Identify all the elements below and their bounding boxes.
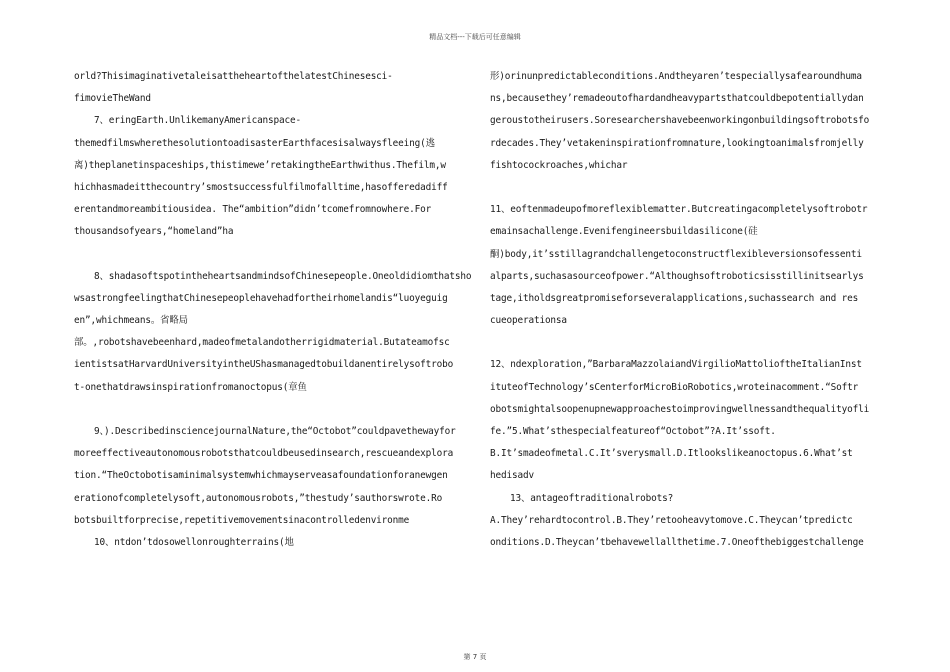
text-line: 7、eringEarth.UnlikemanyAmericanspace- xyxy=(94,115,302,127)
text-line: 13、antageoftraditionalrobots? xyxy=(510,492,674,504)
text-line: 离)theplanetinspaceships,thistimewe’retakingtheEarthwithus.Thefilm,w xyxy=(74,159,446,171)
text-line: tion.“TheOctobotisaminimalsystemwhichmayserveasafoundationforanewgen xyxy=(74,470,448,482)
paragraph-gap xyxy=(490,177,890,199)
text-line: tage,itholdsgreatpromiseforseveralapplications,suchassearch and res xyxy=(490,292,859,304)
left-column xyxy=(74,66,474,554)
text-line: emainsachallenge.Evenifengineersbuildasilicone(硅 xyxy=(490,226,758,238)
text-line: 11、eoftenmadeupofmoreflexiblematter.Butcreatingacompletelysoftrobotr xyxy=(490,204,868,216)
text-line: fishtocockroaches,whichar xyxy=(490,159,628,171)
page-header: 精品文档---下载后可任意编辑 xyxy=(429,33,521,41)
paragraph-gap xyxy=(490,332,890,354)
text-line: t-onethatdrawsinspirationfromanoctopus(章鱼 xyxy=(74,381,307,393)
text-line: geroustotheirusers.Soresearchershavebeenworkingonbuildingsoftrobotsfo xyxy=(490,115,870,127)
text-line: thousandsofyears,“homeland”ha xyxy=(74,226,234,238)
text-line: orld?ThisimaginativetaleisattheheartofthelatestChinesesci- xyxy=(74,71,393,82)
text-line: wsastrongfeelingthatChinesepeoplehavehadfortheirhomelandis“luoyeguig xyxy=(74,292,448,304)
text-line: onditions.D.Theycan’tbehavewellallthetime.7.Oneofthebiggestchallenge xyxy=(490,536,864,548)
paragraph-gap xyxy=(74,244,474,266)
text-line: 10、ntdon’tdosowellonroughterrains(地 xyxy=(94,536,294,548)
text-line: 部。,robotshavebeenhard,madeofmetalandotherrigidmaterial.Butateamofsc xyxy=(74,337,450,349)
text-line: cueoperationsa xyxy=(490,315,567,327)
text-line: moreeffectiveautonomousrobotsthatcouldbeusedinsearch,rescueandexplora xyxy=(74,448,454,460)
text-line: erentandmoreambitiousidea. The“ambition”didn’tcomefromnowhere.For xyxy=(74,204,432,216)
right-column xyxy=(490,66,890,554)
paragraph-gap xyxy=(74,399,474,421)
text-line: themedfilmswherethesolutiontoadisasterEarthfacesisalwaysfleeing(逃 xyxy=(74,137,435,149)
text-line: ituteofTechnology’sCenterforMicroBioRobotics,wroteinacomment.“Softr xyxy=(490,381,859,393)
page-number: 第 7 页 xyxy=(463,653,487,661)
text-line: 形)orinunpredictableconditions.Andtheyaren’tespeciallysafearoundhuma xyxy=(490,71,862,82)
text-line: fimovieTheWand xyxy=(74,93,151,105)
text-line: obotsmightalsoopenupnewapproachestoimprovingwellnessandthequalityofli xyxy=(490,403,870,415)
text-line: A.They’rehardtocontrol.B.They’retooheavytomove.C.Theycan’tpredictc xyxy=(490,514,853,526)
text-line: alparts,suchasasourceofpower.“Althoughsoftroboticsisstillinitsearlys xyxy=(490,270,864,282)
text-line: hichhasmadeitthecountry’smostsuccessfulfilmofalltime,hasofferedadiff xyxy=(74,181,448,193)
text-line: rdecades.They’vetakeninspirationfromnature,lookingtoanimalsfromjelly xyxy=(490,137,864,149)
text-line: 12、ndexploration,”BarbaraMazzolaiandVirgilioMattolioftheItalianInst xyxy=(490,359,862,371)
text-line: ns,becausethey’remadeoutofhardandheavypartsthatcouldbepotentiallydan xyxy=(490,93,864,105)
text-line: 酮)body,it’sstillagrandchallengetoconstructflexibleversionsofessenti xyxy=(490,248,862,260)
text-line: erationofcompletelysoft,autonomousrobots,”thestudy’sauthorswrote.Ro xyxy=(74,492,443,504)
text-line: B.It’smadeofmetal.C.It’sverysmall.D.Itlookslikeanoctopus.6.What’st xyxy=(490,448,853,460)
text-line: botsbuiltforprecise,repetitivemovementsinacontrolledenvironme xyxy=(74,514,410,526)
text-line: en”,whichmeans。省略局 xyxy=(74,315,188,327)
text-line: ientistsatHarvardUniversityintheUShasmanagedtobuildanentirelysoftrobo xyxy=(74,359,454,371)
text-line: 8、shadasoftspotintheheartsandmindsofChinesepeople.Oneoldidiomthatsho xyxy=(94,270,472,282)
text-line: hedisadv xyxy=(490,470,534,482)
text-line: 9、).DescribedinsciencejournalNature,the“Octobot”couldpavethewayfor xyxy=(94,426,456,437)
text-line: fe.”5.What’sthespecialfeatureof“Octobot”?A.It’ssoft. xyxy=(490,426,776,437)
